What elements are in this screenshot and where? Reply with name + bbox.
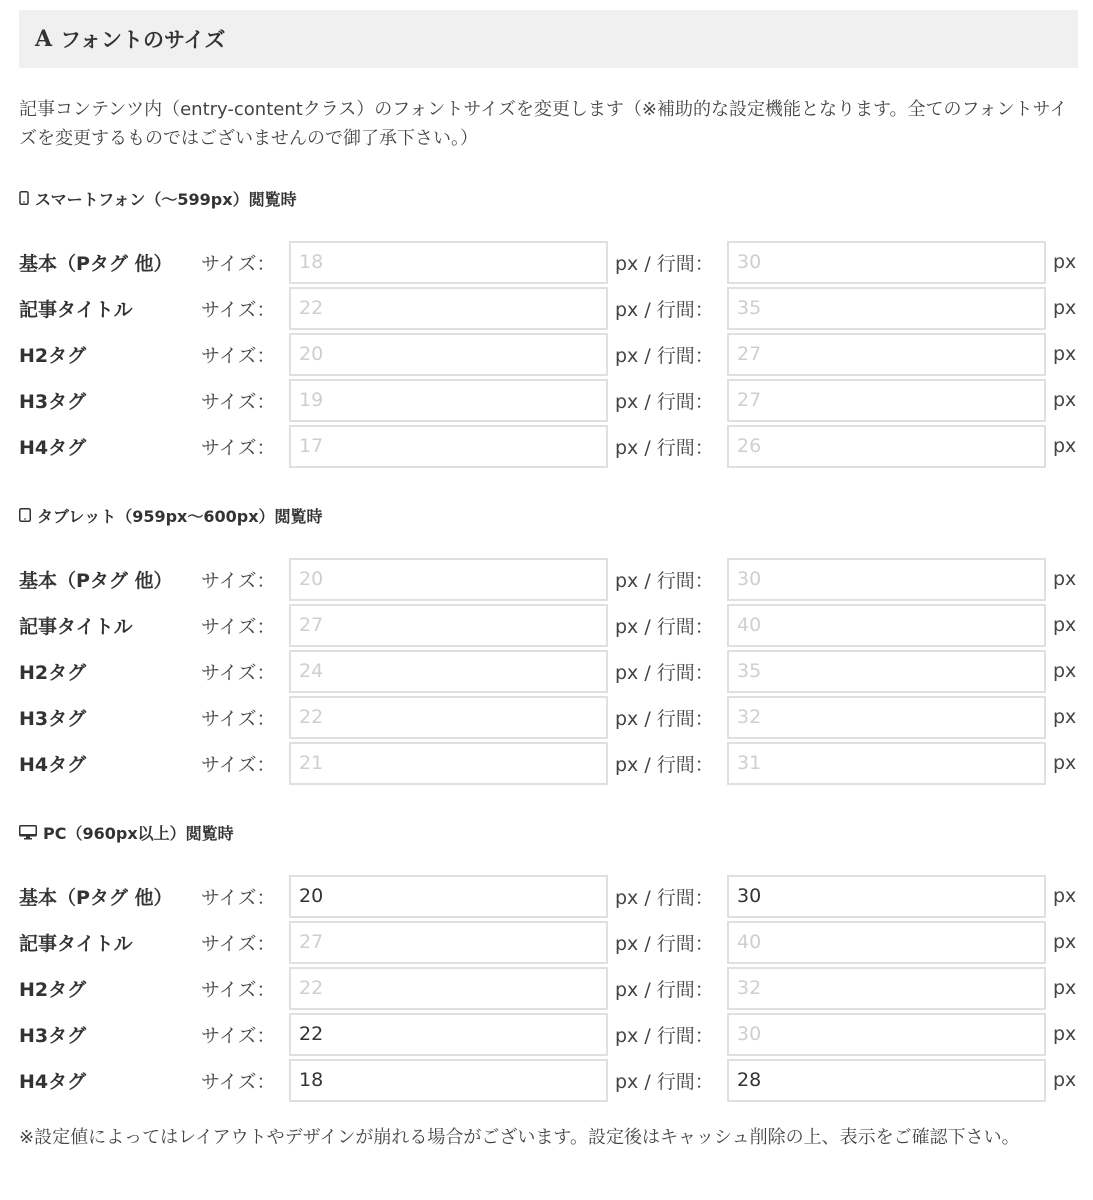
size-input[interactable] bbox=[289, 379, 608, 422]
line-height-label: px / 行間： bbox=[615, 753, 714, 776]
line-height-label: px / 行間： bbox=[615, 661, 714, 684]
line-height-input[interactable] bbox=[727, 241, 1046, 284]
row-name: H2タグ bbox=[19, 978, 87, 1001]
section-title: スマートフォン（〜599px）閲覧時 bbox=[35, 189, 297, 209]
row-name: H3タグ bbox=[19, 707, 87, 730]
row-name: 記事タイトル bbox=[19, 932, 133, 955]
row-name: 基本（Pタグ 他） bbox=[19, 886, 173, 909]
row-name: H2タグ bbox=[19, 661, 87, 684]
size-label: サイズ： bbox=[201, 1070, 276, 1093]
line-height-input[interactable] bbox=[727, 650, 1046, 693]
section-heading bbox=[19, 820, 1078, 844]
size-label: サイズ： bbox=[201, 344, 276, 367]
row-name: H4タグ bbox=[19, 1070, 87, 1093]
size-input[interactable] bbox=[289, 241, 608, 284]
size-label: サイズ： bbox=[201, 390, 276, 413]
size-input[interactable] bbox=[289, 558, 608, 601]
line-height-input[interactable] bbox=[727, 604, 1046, 647]
unit-label: px bbox=[1053, 251, 1077, 273]
size-label: サイズ： bbox=[201, 886, 276, 909]
line-height-label: px / 行間： bbox=[615, 978, 714, 1001]
unit-label: px bbox=[1053, 931, 1077, 953]
table-row bbox=[19, 694, 1078, 740]
size-input[interactable] bbox=[289, 333, 608, 376]
line-height-input[interactable] bbox=[727, 379, 1046, 422]
size-label: サイズ： bbox=[201, 707, 276, 730]
size-label: サイズ： bbox=[201, 661, 276, 684]
caution-note: ※設定値によってはレイアウトやデザインが崩れる場合がございます。設定後はキャッシュ削除の上、表示をご確認下さい。 bbox=[19, 1127, 1020, 1148]
line-height-input[interactable] bbox=[727, 967, 1046, 1010]
table-row bbox=[19, 919, 1078, 965]
line-height-label: px / 行間： bbox=[615, 707, 714, 730]
size-label: サイズ： bbox=[201, 978, 276, 1001]
page-title: フォントのサイズ bbox=[60, 28, 226, 52]
line-height-input[interactable] bbox=[727, 558, 1046, 601]
line-height-input[interactable] bbox=[727, 425, 1046, 468]
line-height-label: px / 行間： bbox=[615, 932, 714, 955]
row-name: H3タグ bbox=[19, 390, 87, 413]
line-height-label: px / 行間： bbox=[615, 298, 714, 321]
line-height-input[interactable] bbox=[727, 921, 1046, 964]
table-row bbox=[19, 740, 1078, 786]
section-smartphone bbox=[19, 186, 1078, 469]
size-label: サイズ： bbox=[201, 615, 276, 638]
rows bbox=[19, 873, 1078, 1103]
unit-label: px bbox=[1053, 297, 1077, 319]
font-a-icon: A bbox=[35, 26, 53, 52]
line-height-input[interactable] bbox=[727, 1013, 1046, 1056]
size-input[interactable] bbox=[289, 1013, 608, 1056]
smartphone-icon bbox=[19, 191, 29, 205]
line-height-label: px / 行間： bbox=[615, 344, 714, 367]
size-input[interactable] bbox=[289, 604, 608, 647]
unit-label: px bbox=[1053, 343, 1077, 365]
size-label: サイズ： bbox=[201, 569, 276, 592]
table-row bbox=[19, 331, 1078, 377]
unit-label: px bbox=[1053, 660, 1077, 682]
line-height-input[interactable] bbox=[727, 742, 1046, 785]
size-label: サイズ： bbox=[201, 1024, 276, 1047]
line-height-label: px / 行間： bbox=[615, 569, 714, 592]
size-label: サイズ： bbox=[201, 252, 276, 275]
table-row bbox=[19, 602, 1078, 648]
size-input[interactable] bbox=[289, 967, 608, 1010]
table-row bbox=[19, 1011, 1078, 1057]
section-heading bbox=[19, 503, 1078, 527]
size-label: サイズ： bbox=[201, 753, 276, 776]
table-row bbox=[19, 873, 1078, 919]
size-input[interactable] bbox=[289, 875, 608, 918]
desktop-icon bbox=[19, 825, 37, 840]
unit-label: px bbox=[1053, 568, 1077, 590]
line-height-input[interactable] bbox=[727, 287, 1046, 330]
row-name: H2タグ bbox=[19, 344, 87, 367]
section-tablet bbox=[19, 503, 1078, 786]
row-name: 基本（Pタグ 他） bbox=[19, 569, 173, 592]
section-title-bar bbox=[19, 10, 1078, 68]
section-title: タブレット（959px〜600px）閲覧時 bbox=[37, 506, 323, 526]
section-heading bbox=[19, 186, 1078, 210]
rows bbox=[19, 556, 1078, 786]
unit-label: px bbox=[1053, 1023, 1077, 1045]
line-height-label: px / 行間： bbox=[615, 1024, 714, 1047]
row-name: 記事タイトル bbox=[19, 298, 133, 321]
unit-label: px bbox=[1053, 389, 1077, 411]
size-input[interactable] bbox=[289, 742, 608, 785]
table-row bbox=[19, 239, 1078, 285]
tablet-icon bbox=[19, 508, 31, 522]
size-input[interactable] bbox=[289, 1059, 608, 1102]
size-input[interactable] bbox=[289, 921, 608, 964]
unit-label: px bbox=[1053, 435, 1077, 457]
row-name: 基本（Pタグ 他） bbox=[19, 252, 173, 275]
line-height-label: px / 行間： bbox=[615, 1070, 714, 1093]
row-name: 記事タイトル bbox=[19, 615, 133, 638]
table-row bbox=[19, 285, 1078, 331]
table-row bbox=[19, 423, 1078, 469]
line-height-label: px / 行間： bbox=[615, 615, 714, 638]
table-row bbox=[19, 556, 1078, 602]
row-name: H3タグ bbox=[19, 1024, 87, 1047]
row-name: H4タグ bbox=[19, 753, 87, 776]
section-pc bbox=[19, 820, 1078, 1103]
rows bbox=[19, 239, 1078, 469]
table-row bbox=[19, 1057, 1078, 1103]
unit-label: px bbox=[1053, 752, 1077, 774]
line-height-input[interactable] bbox=[727, 696, 1046, 739]
table-row bbox=[19, 377, 1078, 423]
unit-label: px bbox=[1053, 885, 1077, 907]
size-input[interactable] bbox=[289, 425, 608, 468]
line-height-input[interactable] bbox=[727, 875, 1046, 918]
unit-label: px bbox=[1053, 706, 1077, 728]
line-height-input[interactable] bbox=[727, 1059, 1046, 1102]
line-height-label: px / 行間： bbox=[615, 886, 714, 909]
unit-label: px bbox=[1053, 1069, 1077, 1091]
section-title: PC（960px以上）閲覧時 bbox=[43, 823, 234, 843]
size-label: サイズ： bbox=[201, 932, 276, 955]
size-input[interactable] bbox=[289, 696, 608, 739]
unit-label: px bbox=[1053, 977, 1077, 999]
line-height-label: px / 行間： bbox=[615, 390, 714, 413]
table-row bbox=[19, 648, 1078, 694]
table-row bbox=[19, 965, 1078, 1011]
size-input[interactable] bbox=[289, 650, 608, 693]
description: 記事コンテンツ内（entry-contentクラス）のフォントサイズを変更します（※補助的な設定機能となります。全てのフォントサイズを変更するものではございませんので御了承下さい。） bbox=[19, 99, 1068, 149]
size-input[interactable] bbox=[289, 287, 608, 330]
size-label: サイズ： bbox=[201, 436, 276, 459]
line-height-label: px / 行間： bbox=[615, 252, 714, 275]
size-label: サイズ： bbox=[201, 298, 276, 321]
row-name: H4タグ bbox=[19, 436, 87, 459]
line-height-input[interactable] bbox=[727, 333, 1046, 376]
line-height-label: px / 行間： bbox=[615, 436, 714, 459]
unit-label: px bbox=[1053, 614, 1077, 636]
